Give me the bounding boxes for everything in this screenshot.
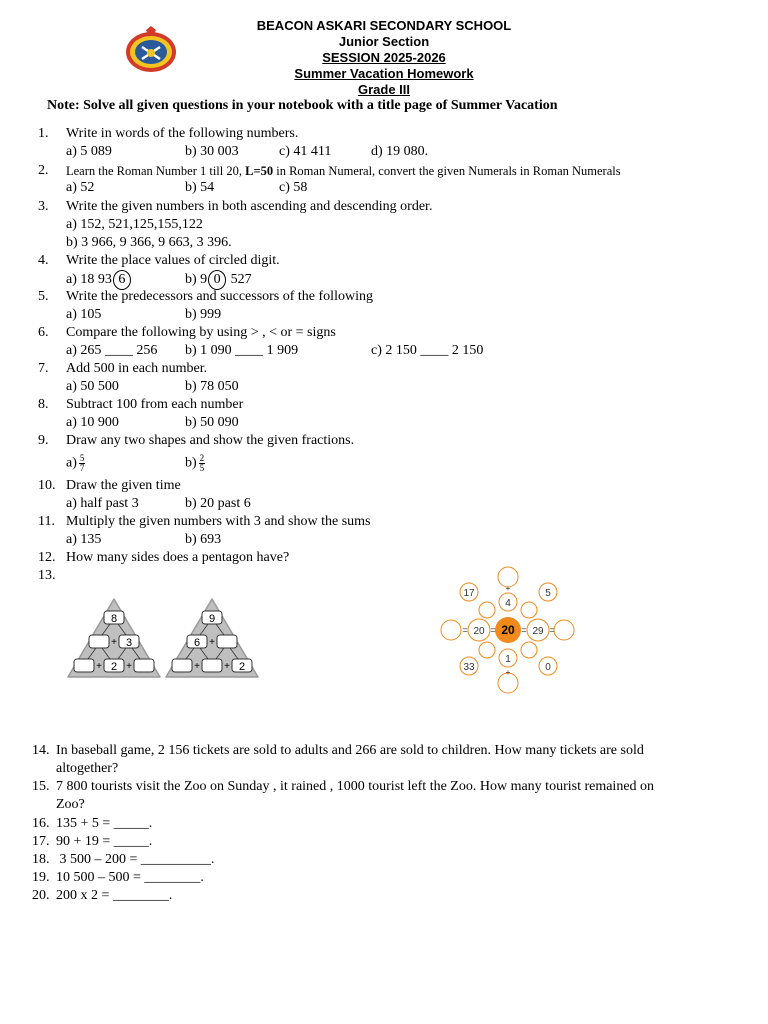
option-b: b) 50 090 [185, 415, 239, 430]
option-b: b) 30 003 [185, 144, 239, 159]
plus-sign: + [505, 668, 511, 677]
option-a: a) 52 [66, 180, 95, 195]
question-text: 90 + 19 = _____. [56, 834, 153, 849]
option-a: a) half past 3 [66, 496, 139, 511]
question-number: 13. [38, 568, 56, 583]
option-b-rest: 527 [227, 272, 252, 287]
option-a: a) [66, 455, 77, 471]
option-b: b) 999 [185, 307, 222, 322]
star-center-number: 20 [501, 623, 515, 637]
fraction-numerator: 5 [79, 453, 85, 463]
equals-sign: = [490, 625, 496, 635]
plus-sign: + [224, 661, 230, 672]
option-a: a) 10 900 [66, 415, 119, 430]
plus-sign: + [126, 661, 132, 672]
question-number: 19. [32, 870, 50, 885]
question-number: 6. [38, 325, 49, 340]
triangle-bottom-number: 2 [238, 661, 246, 673]
question-text: In baseball game, 2 156 tickets are sold to adults and 266 are sold to children. How many tickets are sold [56, 743, 644, 758]
fraction [199, 454, 206, 473]
question-number: 20. [32, 888, 50, 903]
fraction [79, 454, 86, 473]
question-text: Write the place values of circled digit. [66, 253, 280, 268]
option-b: b) 3 966, 9 366, 9 663, 3 396. [66, 235, 232, 250]
question-text: 7 800 tourists visit the Zoo on Sunday , it rained , 1000 tourist left the Zoo. How many tourist remained on [56, 779, 655, 794]
question-number: 10. [38, 478, 56, 493]
star-bottom-number: 1 [505, 654, 511, 665]
question-number: 16. [32, 816, 50, 831]
option-b: b) 1 090 ____ 1 909 [185, 343, 299, 358]
fraction-numerator: 2 [199, 453, 205, 463]
option-c: c) 41 411 [279, 144, 332, 159]
question-number: 8. [38, 397, 49, 412]
question-text: altogether? [56, 761, 119, 776]
question-text: Write the given numbers in both ascending and descending order. [66, 199, 433, 214]
question-number: 1. [38, 126, 49, 141]
question-text: 10 500 – 500 = ________. [56, 870, 204, 885]
star-bl-number: 33 [463, 662, 475, 673]
equals-sign: = [549, 625, 555, 635]
question-number: 3. [38, 199, 49, 214]
plus-sign: + [96, 661, 102, 672]
grade-title: Grade III [357, 82, 411, 97]
triangle-top-number: 9 [208, 613, 216, 625]
question-text: 135 + 5 = _____. [56, 816, 153, 831]
option-a: a) 18 93 [66, 272, 112, 287]
option-a: a) 105 [66, 307, 102, 322]
question-number: 5. [38, 289, 49, 304]
fraction-denominator: 5 [199, 463, 205, 473]
plus-sign: + [505, 584, 511, 593]
star-right-number: 29 [532, 626, 544, 637]
option-a: a) 135 [66, 532, 102, 547]
question-number: 14. [32, 743, 50, 758]
question-number: 7. [38, 361, 49, 376]
fraction-denominator: 7 [79, 463, 85, 473]
option-a: a) 50 500 [66, 379, 119, 394]
option-a: a) 265 ____ 256 [66, 343, 158, 358]
question-text: 200 x 2 = ________. [56, 888, 173, 903]
question-text: Learn the Roman Number 1 till 20, [66, 164, 246, 178]
question-text: Add 500 in each number. [66, 361, 208, 376]
question-number: 4. [38, 253, 49, 268]
question-text: Subtract 100 from each number [66, 397, 244, 412]
circled-digit: 0 [208, 270, 226, 290]
option-b: b) 9 [185, 272, 208, 287]
option-b: b) 693 [185, 532, 222, 547]
school-name: BEACON ASKARI SECONDARY SCHOOL [256, 18, 512, 33]
triangle-puzzle-2 [164, 597, 260, 679]
option-b: b) [185, 455, 197, 471]
plus-sign: + [209, 637, 215, 648]
plus-sign: + [111, 637, 117, 648]
question-text: Draw any two shapes and show the given fractions. [66, 433, 355, 448]
question-text: in Roman Numeral, convert the given Numerals in Roman Numerals [273, 164, 621, 178]
option-b: b) 54 [185, 180, 215, 195]
plus-sign: + [194, 661, 200, 672]
triangle-mid-number: 6 [193, 637, 201, 649]
question-text: How many sides does a pentagon have? [66, 550, 290, 565]
star-br-number: 0 [545, 662, 551, 673]
star-top-number: 4 [505, 598, 511, 609]
question-number: 15. [32, 779, 50, 794]
star-number-puzzle [438, 566, 578, 694]
question-number: 2. [38, 163, 49, 178]
question-text: 3 500 – 200 = __________. [56, 852, 215, 867]
equals-sign: = [521, 625, 527, 635]
star-left-number: 20 [473, 626, 485, 637]
question-text-bold: L=50 [245, 164, 274, 178]
option-a: a) 152, 521,125,155,122 [66, 217, 203, 232]
question-number: 18. [32, 852, 50, 867]
question-text: Zoo? [56, 797, 85, 812]
option-d: d) 19 080. [371, 144, 429, 159]
option-b: b) 20 past 6 [185, 496, 251, 511]
triangle-puzzle-1 [66, 597, 162, 679]
triangle-bottom-number: 2 [110, 661, 118, 673]
homework-title: Summer Vacation Homework [294, 66, 474, 81]
equals-sign: = [462, 625, 468, 635]
star-tr-number: 5 [545, 588, 551, 599]
option-a: a) 5 089 [66, 144, 112, 159]
school-logo [124, 25, 178, 75]
question-text: Draw the given time [66, 478, 181, 493]
note-text: Note: Solve all given questions in your notebook with a title page of Summer Vacation [47, 98, 558, 113]
star-tl-number: 17 [463, 588, 475, 599]
question-number: 12. [38, 550, 56, 565]
question-text: Compare the following by using > , < or = signs [66, 325, 336, 340]
question-text: Multiply the given numbers with 3 and show the sums [66, 514, 371, 529]
option-c: c) 58 [279, 180, 308, 195]
triangle-top-number: 8 [110, 613, 118, 625]
section-title: Junior Section [338, 34, 430, 49]
question-number: 11. [38, 514, 55, 529]
triangle-mid-number: 3 [125, 637, 133, 649]
question-text: Write the predecessors and successors of the following [66, 289, 373, 304]
circled-digit: 6 [113, 270, 131, 290]
option-b: b) 78 050 [185, 379, 239, 394]
question-number: 17. [32, 834, 50, 849]
question-number: 9. [38, 433, 49, 448]
session-title: SESSION 2025-2026 [322, 50, 446, 65]
option-c: c) 2 150 ____ 2 150 [371, 343, 484, 358]
question-text: Write in words of the following numbers. [66, 126, 299, 141]
